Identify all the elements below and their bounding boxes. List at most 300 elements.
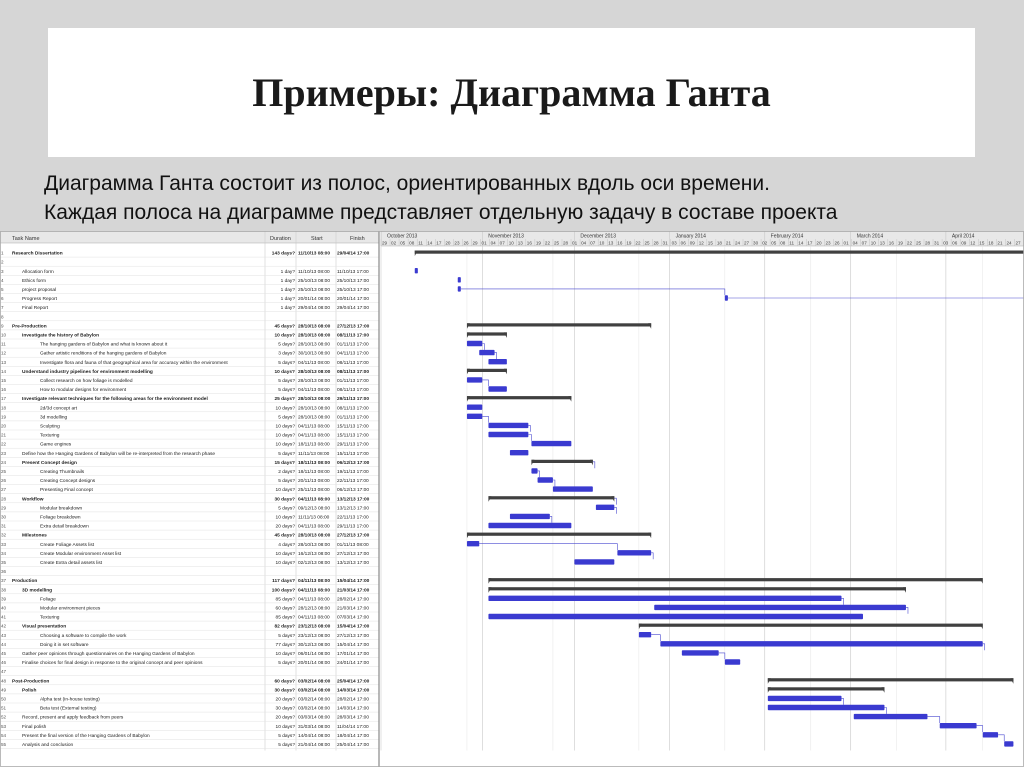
task-finish: 29/11/13 17:00 — [337, 442, 369, 448]
task-name: Texturing — [40, 615, 60, 621]
task-start: 18/11/13 08:00 — [298, 442, 330, 448]
task-bar — [538, 477, 553, 482]
day-tick-label: 11 — [789, 240, 795, 246]
column-header: Start — [311, 236, 323, 242]
summary-bar — [639, 624, 983, 627]
task-start: 28/10/13 08:00 — [298, 397, 331, 403]
row-number: 45 — [1, 651, 7, 656]
task-start: 04/11/13 08:00 — [298, 579, 331, 585]
task-duration: 10 days? — [275, 561, 295, 566]
row-number: 16 — [1, 387, 7, 393]
task-name: Foliage breakdown — [40, 515, 81, 521]
task-duration: 117 days? — [272, 579, 295, 585]
task-start: 28/10/13 08:00 — [298, 369, 331, 375]
task-finish: 08/11/13 17:00 — [337, 333, 370, 339]
day-tick-label: 06 — [952, 240, 958, 246]
row-number: 48 — [1, 678, 7, 684]
task-finish: 25/10/13 17:00 — [337, 288, 370, 293]
summary-bar — [768, 687, 885, 690]
task-start: 11/11/13 08:00 — [298, 515, 330, 521]
task-finish: 07/03/14 17:00 — [337, 615, 370, 621]
task-finish: 01/11/13 08:00 — [337, 542, 369, 548]
task-bar — [488, 359, 506, 364]
task-name: Game engines — [40, 442, 72, 448]
task-name: Present Concept design — [22, 460, 77, 466]
summary-bar — [488, 587, 906, 590]
task-name: 3D modelling — [22, 588, 53, 594]
task-duration: 1 day? — [280, 288, 295, 293]
task-duration: 82 days? — [274, 624, 295, 630]
summary-bar — [531, 460, 592, 463]
day-tick-label: 11 — [418, 240, 423, 246]
task-finish: 19/11/13 17:00 — [337, 470, 369, 475]
task-duration: 1 day? — [280, 278, 295, 284]
month-label: November 2013 — [488, 233, 524, 240]
day-tick-label: 16 — [526, 240, 532, 246]
day-tick-label: 09 — [961, 240, 967, 246]
task-start: 03/02/14 08:00 — [298, 679, 331, 685]
task-start: 04/11/13 08:00 — [298, 524, 330, 530]
row-number: 29 — [1, 505, 7, 511]
task-finish: 25/04/14 17:00 — [337, 743, 370, 748]
task-start: 28/10/13 08:00 — [298, 333, 331, 339]
task-bar — [596, 505, 614, 510]
task-finish: 15/11/13 17:00 — [337, 433, 369, 439]
day-tick-label: 17 — [807, 240, 813, 246]
dependency-link — [884, 708, 886, 714]
task-bar — [854, 714, 928, 719]
task-bar — [488, 614, 863, 619]
task-bar — [510, 450, 528, 455]
dependency-link — [482, 416, 488, 422]
task-start: 20/01/14 08:00 — [298, 661, 331, 667]
task-name: Gather peer opinions through questionnaires on the Hanging Gardens of Babylon — [22, 652, 195, 657]
task-finish: 15/04/14 17:00 — [337, 624, 370, 630]
day-tick-label: 30 — [753, 240, 759, 246]
task-finish: 15/04/14 17:00 — [337, 642, 370, 648]
task-start: 29/04/14 08:00 — [298, 306, 331, 312]
month-label: October 2013 — [387, 233, 418, 240]
row-number: 32 — [1, 532, 7, 538]
task-name: Alpha test (in-house testing) — [40, 697, 100, 703]
row-number: 34 — [1, 550, 7, 556]
task-name: Creating Thumbnails — [40, 470, 85, 475]
task-start: 20/11/13 08:00 — [298, 479, 330, 485]
task-finish: 25/04/14 17:00 — [337, 679, 370, 685]
day-tick-label: 04 — [852, 240, 858, 246]
task-finish: 20/01/14 17:00 — [337, 297, 370, 303]
row-number: 18 — [1, 405, 7, 411]
task-duration: 20 days? — [275, 697, 295, 703]
day-tick-label: 13 — [608, 240, 614, 246]
task-finish: 29/04/14 17:00 — [337, 251, 370, 257]
task-duration: 100 days? — [271, 588, 295, 594]
task-finish: 18/04/14 17:00 — [337, 733, 370, 739]
task-name: Record, present and apply feedback from peers — [22, 715, 124, 721]
task-bar — [479, 350, 494, 355]
task-duration: 10 days? — [274, 333, 295, 339]
row-number: 12 — [1, 350, 7, 356]
task-name: Final Report — [22, 306, 49, 312]
dependency-link — [614, 507, 616, 513]
task-name: Allocation form — [22, 269, 54, 275]
dependency-link — [842, 698, 844, 704]
month-label: December 2013 — [580, 233, 616, 240]
task-bar — [553, 486, 593, 491]
row-number: 42 — [1, 623, 7, 629]
day-tick-label: 15 — [979, 240, 985, 246]
task-duration: 5 days? — [278, 342, 295, 348]
task-bar — [639, 632, 651, 637]
row-number: 50 — [1, 696, 7, 702]
task-start: 28/12/13 08:00 — [298, 606, 331, 612]
day-tick-label: 25 — [644, 240, 650, 246]
day-tick-label: 10 — [508, 240, 514, 246]
task-finish: 25/10/13 17:00 — [337, 278, 370, 284]
row-number: 49 — [1, 687, 7, 693]
task-duration: 3 days? — [278, 351, 295, 357]
task-bar — [617, 550, 651, 555]
task-bar — [531, 441, 571, 446]
task-finish: 29/11/13 17:00 — [337, 397, 370, 403]
task-start: 21/04/14 08:00 — [298, 743, 331, 748]
task-bar — [768, 705, 885, 710]
task-start: 04/11/13 08:00 — [298, 433, 330, 439]
task-name: Research Dissertation — [12, 251, 63, 257]
task-bar — [725, 295, 728, 300]
day-tick-label: 01 — [843, 240, 849, 246]
day-tick-label: 31 — [662, 240, 668, 246]
task-start: 28/10/13 08:00 — [298, 533, 331, 539]
task-name: Production — [12, 579, 38, 585]
task-name: Create Extra detail assets list — [40, 561, 103, 566]
dependency-link — [998, 735, 1004, 741]
row-number: 21 — [1, 432, 7, 438]
day-tick-label: 16 — [617, 240, 623, 246]
task-bar — [488, 432, 528, 437]
task-finish: 06/12/13 17:00 — [337, 460, 370, 466]
day-tick-label: 09 — [689, 240, 695, 246]
day-tick-label: 01 — [572, 240, 578, 246]
row-number: 15 — [1, 378, 7, 383]
day-tick-label: 23 — [825, 240, 831, 246]
day-tick-label: 12 — [970, 240, 976, 246]
task-duration: 30 days? — [274, 497, 295, 503]
task-name: How to modular designs for environment — [40, 388, 127, 394]
task-name: Present the final version of the Hanging Gardens of Babylon — [22, 733, 150, 739]
task-bar — [682, 650, 719, 655]
task-finish: 27/12/13 17:00 — [337, 533, 370, 539]
gantt-chart — [0, 231, 1024, 767]
day-tick-label: 24 — [1006, 240, 1012, 246]
task-start: 04/11/13 08:00 — [298, 588, 331, 594]
task-bar — [1004, 741, 1013, 746]
task-duration: 30 days? — [274, 688, 295, 694]
task-start: 14/04/14 08:00 — [298, 733, 331, 739]
task-start: 11/10/13 08:00 — [298, 269, 330, 275]
task-finish: 08/11/13 17:00 — [337, 406, 369, 412]
task-start: 28/10/13 08:00 — [298, 542, 331, 548]
task-bar — [768, 696, 842, 701]
row-number: 25 — [1, 469, 7, 474]
task-name: Workflow — [22, 497, 44, 503]
day-tick-label: 31 — [934, 240, 940, 246]
day-tick-label: 15 — [707, 240, 713, 246]
day-tick-label: 05 — [771, 240, 777, 246]
day-tick-label: 20 — [445, 240, 451, 246]
gantt-chart-screenshot — [0, 231, 1024, 767]
row-number: 47 — [1, 669, 7, 675]
row-number: 40 — [1, 605, 7, 611]
task-name: 3d modelling — [40, 415, 68, 421]
task-duration: 10 days? — [274, 369, 295, 375]
day-tick-label: 13 — [517, 240, 523, 246]
dependency-link — [528, 435, 531, 441]
task-name: Investigate the history of Babylon — [22, 333, 100, 339]
task-duration: 60 days? — [274, 679, 295, 685]
row-number: 5 — [1, 287, 4, 292]
day-tick-label: 07 — [499, 240, 505, 246]
task-finish: 27/12/13 17:00 — [337, 633, 370, 639]
task-bar — [983, 732, 998, 737]
task-bar — [488, 423, 528, 428]
task-start: 03/02/14 08:00 — [298, 688, 331, 694]
task-duration: 5 days? — [278, 661, 295, 667]
task-start: 30/10/13 08:00 — [298, 351, 331, 357]
task-name: Choosing a software to compile the work — [40, 633, 127, 639]
task-name: Creating Concept designs — [40, 479, 96, 485]
task-duration: 1 day? — [280, 297, 295, 303]
description-line-2: Каждая полоса на диаграмме представляет отдельную задачу в составе проекта — [44, 201, 838, 224]
row-number: 37 — [1, 578, 7, 584]
day-tick-label: 05 — [400, 240, 406, 246]
month-label: February 2014 — [770, 233, 804, 240]
task-bar — [467, 341, 482, 346]
task-name: Post-Production — [12, 679, 50, 685]
task-duration: 1 day? — [280, 269, 295, 275]
task-duration: 45 days? — [274, 324, 295, 330]
task-duration: 143 days? — [271, 251, 295, 257]
row-number: 14 — [1, 368, 7, 374]
task-start: 25/10/13 08:00 — [298, 288, 331, 293]
column-header: Finish — [350, 236, 365, 242]
task-start: 04/11/13 08:00 — [298, 615, 330, 621]
day-tick-label: 23 — [454, 240, 460, 246]
task-name: Visual presentation — [22, 624, 67, 630]
summary-bar — [467, 323, 651, 326]
task-bar — [458, 277, 461, 282]
task-start: 18/11/13 08:00 — [298, 470, 330, 475]
task-name: Create Foliage Assets list — [40, 542, 95, 548]
row-number: 44 — [1, 641, 7, 647]
task-name: Investigate flora and fauna of that geographical area for accuracy within the environment — [40, 360, 228, 366]
task-name: Progress Report — [22, 297, 57, 303]
task-bar — [458, 286, 461, 291]
row-number: 36 — [1, 569, 7, 575]
row-number: 33 — [1, 541, 7, 547]
task-start: 04/11/13 08:00 — [298, 497, 331, 503]
task-name: Ethics form — [22, 278, 46, 284]
day-tick-label: 21 — [725, 240, 732, 246]
day-tick-label: 16 — [888, 240, 894, 246]
dependency-link — [550, 516, 552, 522]
dependency-link — [553, 480, 555, 486]
task-start: 04/11/13 08:00 — [298, 597, 330, 603]
day-tick-label: 13 — [879, 240, 885, 246]
row-number: 4 — [1, 277, 4, 283]
task-bar — [574, 559, 614, 564]
row-number: 28 — [1, 496, 7, 502]
day-tick-label: 17 — [436, 240, 442, 246]
task-bar — [531, 468, 537, 473]
task-duration: 85 days? — [275, 615, 295, 621]
task-duration: 5 days? — [278, 360, 295, 366]
task-finish: 27/12/13 17:00 — [337, 551, 370, 557]
row-number: 17 — [1, 396, 7, 402]
day-tick-label: 02 — [762, 240, 768, 246]
row-number: 55 — [1, 742, 7, 747]
task-start: 03/02/14 08:00 — [298, 706, 331, 712]
task-duration: 45 days? — [274, 533, 295, 539]
row-number: 35 — [1, 560, 7, 565]
day-tick-label: 14 — [427, 240, 433, 246]
day-tick-label: 28 — [653, 240, 659, 246]
dependency-link — [842, 598, 844, 604]
row-number: 52 — [1, 714, 7, 720]
task-duration: 15 days? — [274, 460, 295, 466]
task-start: 30/12/13 08:00 — [298, 642, 331, 648]
task-finish: 15/11/13 17:00 — [337, 451, 369, 457]
task-start: 28/10/13 08:00 — [298, 324, 331, 330]
task-finish: 21/03/14 17:00 — [337, 588, 370, 594]
day-tick-label: 21 — [997, 240, 1003, 246]
task-finish: 01/11/13 17:00 — [337, 379, 369, 384]
task-duration: 10 days? — [275, 442, 295, 448]
dependency-link — [614, 498, 616, 504]
day-tick-label: 08 — [780, 240, 786, 246]
summary-bar — [488, 578, 982, 581]
task-name: Finalise choices for final design in response to the original concept and peer opinions — [22, 661, 203, 667]
task-name: Presenting Final concept — [40, 488, 93, 494]
task-duration: 10 days? — [275, 488, 295, 494]
day-tick-label: 06 — [680, 240, 686, 246]
task-name: Polish — [22, 688, 37, 694]
task-duration: 5 days? — [278, 633, 295, 639]
summary-bar — [467, 396, 571, 399]
row-number: 46 — [1, 660, 7, 666]
task-name: Extra detail breakdown — [40, 524, 89, 530]
dependency-link — [528, 425, 530, 431]
day-tick-label: 27 — [1015, 240, 1021, 246]
day-tick-label: 10 — [599, 240, 605, 246]
task-finish: 01/11/13 17:00 — [337, 415, 369, 421]
month-label: March 2014 — [856, 233, 884, 240]
column-header: Duration — [270, 236, 291, 242]
task-duration: 5 days? — [278, 479, 295, 485]
task-start: 06/01/14 08:00 — [298, 652, 331, 657]
task-finish: 08/11/13 17:00 — [337, 388, 369, 394]
day-tick-label: 22 — [544, 240, 551, 246]
task-finish: 13/12/13 17:00 — [337, 561, 370, 566]
task-start: 28/10/13 08:00 — [298, 406, 331, 412]
row-number: 9 — [1, 323, 4, 329]
day-tick-label: 26 — [463, 240, 469, 246]
month-label: April 2014 — [951, 233, 975, 240]
row-number: 53 — [1, 723, 7, 729]
task-duration: 30 days? — [275, 706, 295, 712]
day-tick-label: 02 — [391, 240, 397, 246]
day-tick-label: 07 — [861, 240, 867, 246]
task-start: 09/12/13 08:00 — [298, 506, 331, 512]
row-number: 1 — [1, 250, 4, 256]
task-bar — [510, 514, 550, 519]
row-number: 2 — [1, 259, 4, 265]
day-tick-label: 28 — [925, 240, 931, 246]
task-start: 28/10/13 08:00 — [298, 342, 331, 348]
task-finish: 27/12/13 17:00 — [337, 324, 370, 330]
dependency-link — [461, 289, 725, 295]
task-duration: 5 days? — [278, 415, 295, 421]
row-number: 11 — [1, 341, 6, 347]
day-tick-label: 01 — [481, 240, 487, 246]
column-header: Task Name — [12, 236, 40, 242]
task-start: 04/11/13 08:00 — [298, 388, 330, 394]
day-tick-label: 27 — [744, 240, 750, 246]
task-bar — [467, 414, 482, 419]
day-tick-label: 29 — [472, 240, 478, 246]
task-finish: 06/12/13 17:00 — [337, 488, 370, 494]
task-name: project proposal — [22, 288, 57, 293]
task-finish: 08/11/13 17:00 — [337, 360, 369, 366]
task-name: Analysis and conclusion — [22, 743, 74, 748]
task-duration: 25 days? — [274, 397, 295, 403]
task-bar — [488, 596, 841, 601]
task-finish: 13/12/13 17:00 — [337, 497, 370, 503]
row-number: 10 — [1, 332, 7, 338]
task-bar — [467, 541, 479, 546]
task-bar — [488, 523, 571, 528]
day-tick-label: 03 — [943, 240, 949, 246]
task-finish: 13/12/13 17:00 — [337, 506, 370, 512]
row-number: 7 — [1, 305, 4, 311]
task-start: 23/12/13 08:00 — [298, 624, 331, 630]
day-tick-label: 14 — [798, 240, 804, 246]
task-start: 11/10/13 08:00 — [298, 251, 331, 257]
dependency-link — [719, 653, 725, 659]
task-duration: 10 days? — [275, 406, 295, 412]
task-duration: 85 days? — [275, 597, 295, 603]
task-finish: 14/03/14 17:00 — [337, 688, 370, 694]
task-name: 2d/3d concept art — [40, 406, 78, 412]
task-name: Foliage — [40, 597, 56, 603]
task-finish: 29/04/14 17:00 — [337, 306, 370, 312]
task-duration: 10 days? — [275, 652, 295, 657]
day-tick-label: 22 — [635, 240, 641, 246]
summary-bar — [467, 369, 507, 372]
task-duration: 5 days? — [278, 388, 295, 394]
task-finish: 01/11/13 17:00 — [337, 342, 369, 348]
task-name: Texturing — [40, 433, 60, 439]
day-tick-label: 25 — [915, 240, 922, 246]
day-tick-label: 03 — [671, 240, 677, 246]
task-duration: 5 days? — [278, 743, 295, 748]
day-tick-label: 22 — [906, 240, 913, 246]
row-number: 54 — [1, 732, 7, 738]
row-number: 27 — [1, 487, 7, 493]
dependency-link — [927, 717, 939, 723]
task-duration: 2 days? — [278, 470, 295, 475]
day-tick-label: 25 — [553, 240, 560, 246]
